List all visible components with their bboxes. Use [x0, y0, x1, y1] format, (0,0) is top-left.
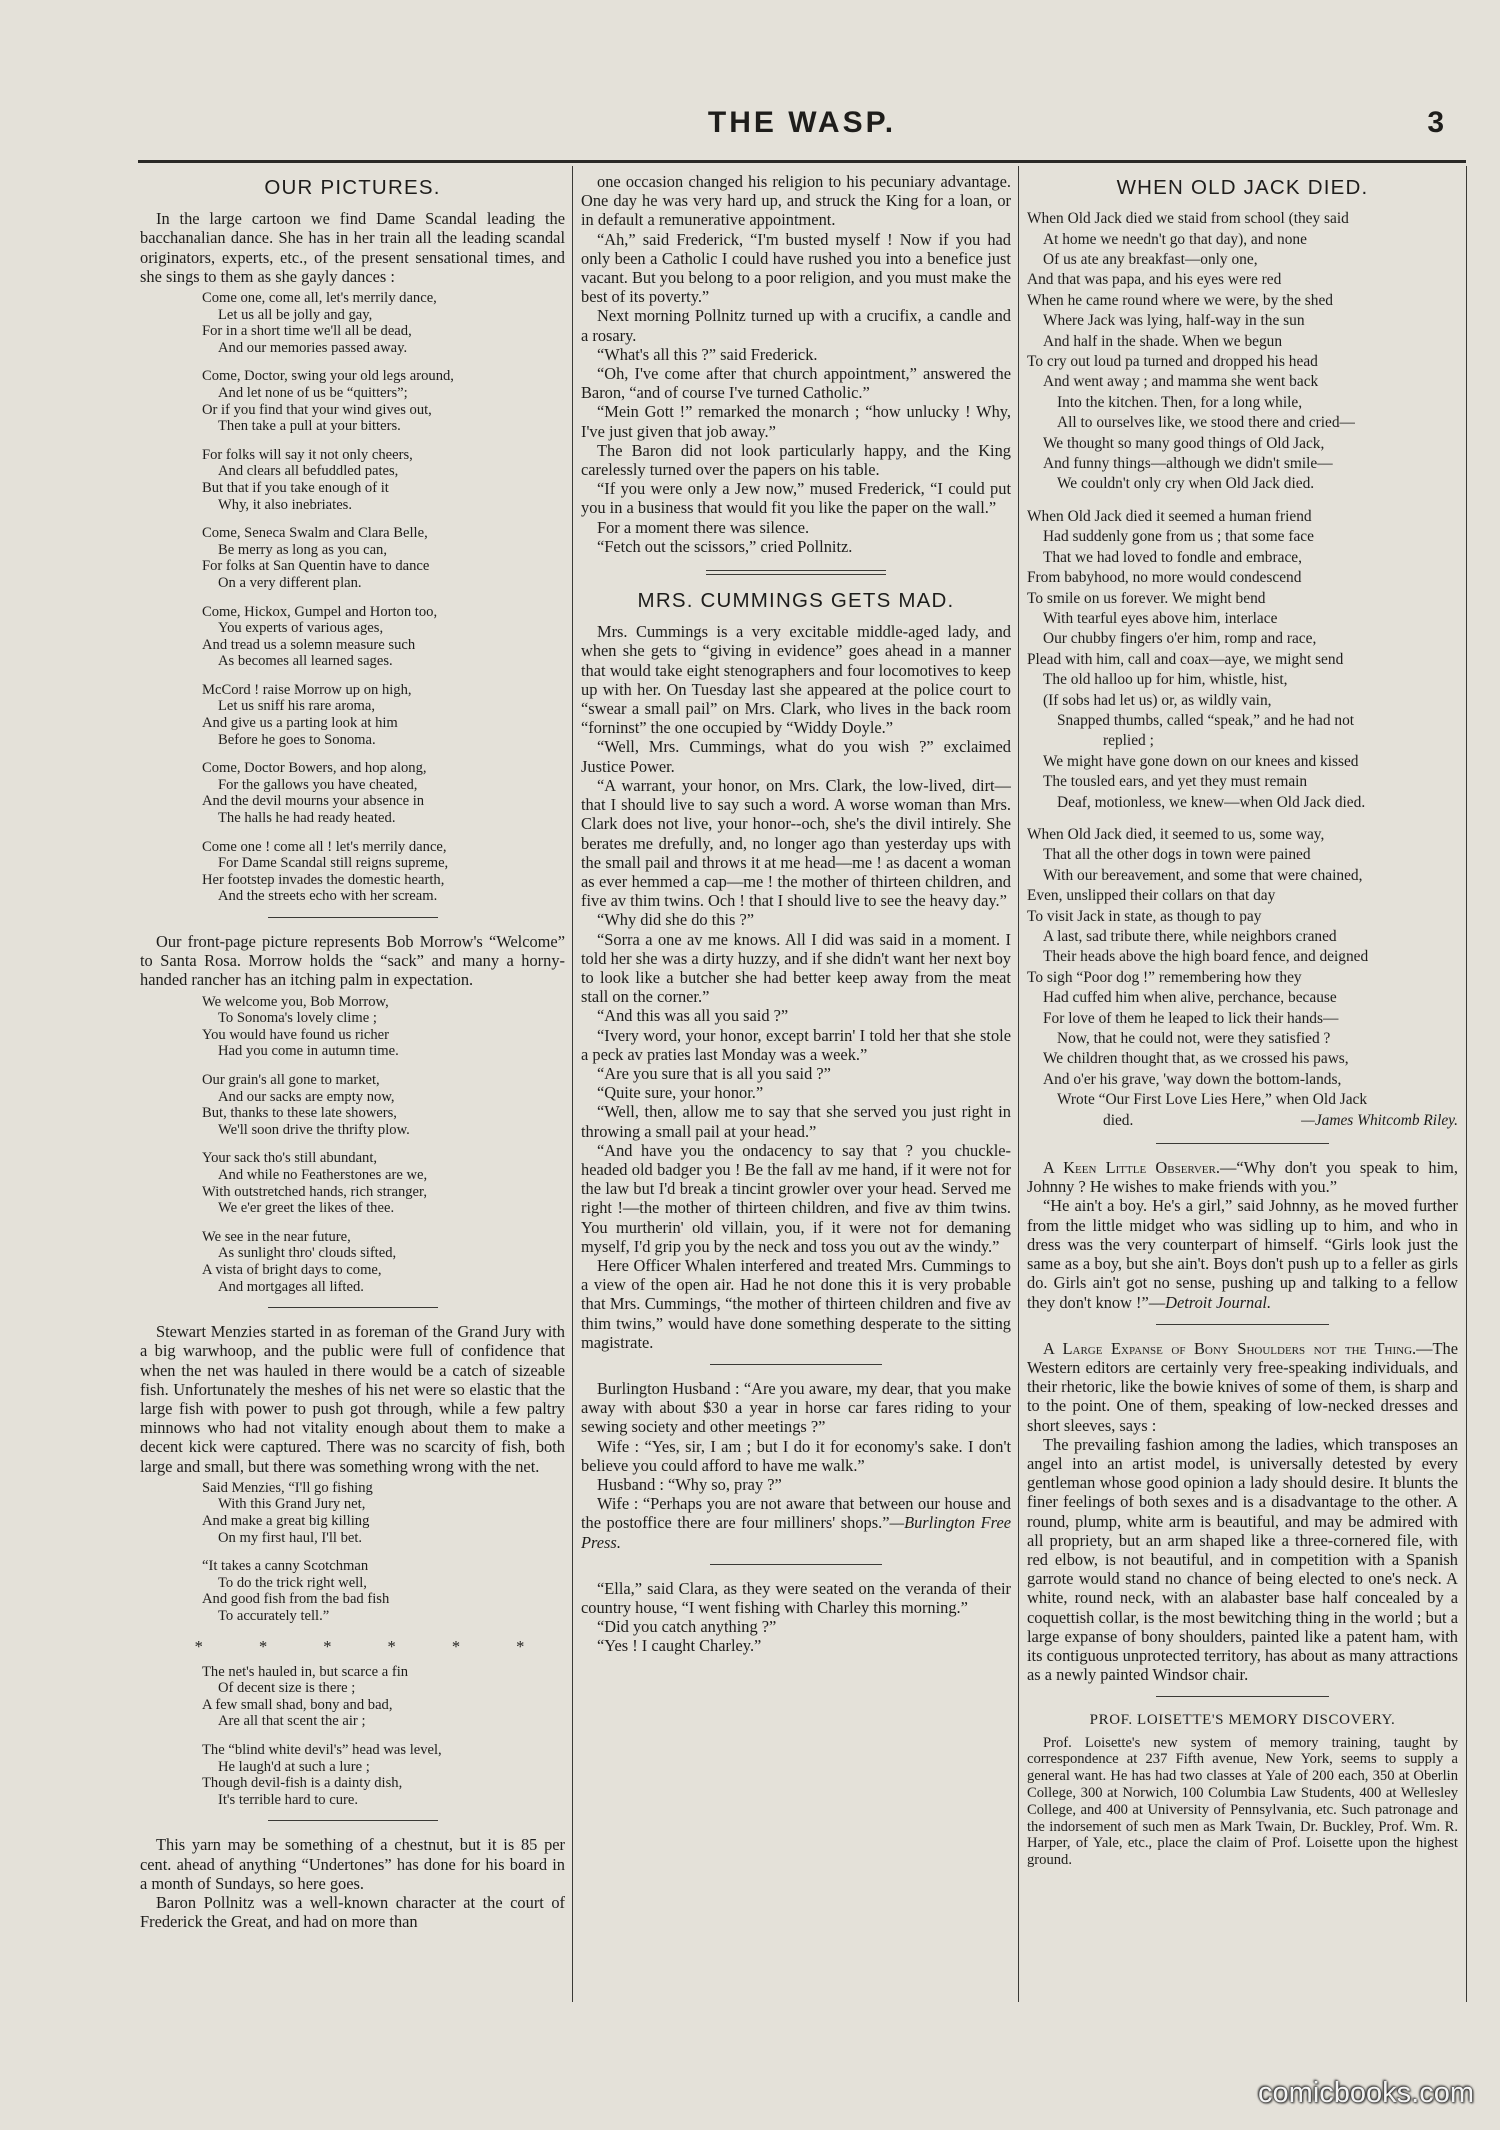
verse-line: It's terrible hard to cure.: [218, 1791, 358, 1808]
column-1: [140, 172, 565, 2002]
verse-line: And let none of us be “quitters”;: [218, 384, 408, 401]
verse-line: Her footstep invades the domestic hearth,: [202, 871, 445, 888]
poem-line: A last, sad tribute there, while neighbors craned: [1043, 928, 1337, 946]
poem-line: That we had loved to fondle and embrace,: [1043, 548, 1302, 566]
verse-line: A vista of bright days to come,: [202, 1261, 382, 1278]
verse-line: To accurately tell.”: [218, 1607, 330, 1624]
cummings-paragraph: “And have you the ondacency to say that ? you chuckle-headed old badger you ! Be the fall av me hand, if it were not for the law but I'd break a tincint growler over your head. Served me right !—the mother of thirteen children, and five av thim twins. You murtherin' old villain, you, if it were not for demaning myself, I'd grip you by the neck and toss you out av the windy.”: [581, 1140, 1011, 1256]
verse-line: Why, it also inebriates.: [218, 496, 353, 513]
verse-line: Had you come in autumn time.: [218, 1043, 399, 1060]
verse-line: On a very different plan.: [218, 574, 362, 591]
scandal-verse: [202, 290, 565, 905]
verse-line: Come, Hickox, Gumpel and Horton too,: [202, 603, 438, 620]
separator-rule: [268, 1820, 438, 1821]
observer-paragraph-2: “He ain't a boy. He's a girl,” said Johnny, as he moved further from the little midget who was sidling up to him, and who in dress was the very counterpart of himself. “Girls look just the same as a boy, but she ain't. Boys don't push up to a feller as girls do. Girls ain't got no sense, pushing up and talking to a fellow they don't know !”—Detroit Journal.: [1027, 1196, 1458, 1312]
poem-line: All to ourselves like, we stood there and cried—: [1057, 414, 1355, 432]
poem-line: And o'er his grave, 'way down the bottom-lands,: [1043, 1070, 1342, 1088]
poem-line: With tearful eyes above him, interlace: [1043, 609, 1278, 627]
separator-rule: [1156, 1143, 1328, 1144]
poem-line: To sigh “Poor dog !” remembering how they: [1027, 968, 1302, 986]
verse-line: He laugh'd at such a lure ;: [218, 1758, 370, 1775]
verse-line: Then take a pull at your bitters.: [218, 418, 401, 435]
verse-stanza: [202, 1664, 565, 1730]
poem-stanza: [1027, 507, 1458, 813]
column-3: [1027, 172, 1458, 2002]
front-page-paragraph: Our front-page picture represents Bob Morrow's “Welcome” to Santa Rosa. Morrow holds the “sack” and many a horny-handed rancher has an itching palm in expectation.: [140, 932, 565, 990]
verse-line: We welcome you, Bob Morrow,: [202, 993, 389, 1010]
verse-line: Though devil-fish is a dainty dish,: [202, 1775, 403, 1792]
verse-line: Come one, come all, let's merrily dance,: [202, 290, 437, 307]
verse-stanza: [202, 994, 565, 1060]
poem-line: The old halloo up for him, whistle, hist,: [1043, 671, 1288, 689]
poem-line: Had cuffed him when alive, perchance, because: [1043, 989, 1337, 1007]
poem-line: When he came round where we were, by the shed: [1027, 291, 1333, 309]
cummings-paragraph: “And this was all you said ?”: [597, 1006, 789, 1026]
poem-line: To cry out loud pa turned and dropped his head: [1027, 353, 1318, 371]
page-header: [140, 106, 1464, 146]
verse-line: For in a short time we'll all be dead,: [202, 323, 412, 340]
verse-line: And good fish from the bad fish: [202, 1591, 390, 1608]
verse-line: And the streets echo with her scream.: [218, 888, 438, 905]
poem-line: And funny things—although we didn't smile—: [1043, 455, 1333, 473]
verse-line: Let us all be jolly and gay,: [218, 306, 373, 323]
ella-paragraph: “Ella,” said Clara, as they were seated on the veranda of their country house, “I went fishing with Charley this morning.”: [581, 1578, 1011, 1618]
poem-line: died. —James Whitcomb Riley.: [1027, 1111, 1458, 1131]
burlington-story: [581, 1379, 1011, 1552]
poem-line: We might have gone down on our knees and kissed: [1043, 752, 1359, 770]
poem-line: When Old Jack died it seemed a human friend: [1027, 507, 1312, 525]
verse-line: Before he goes to Sonoma.: [218, 731, 376, 748]
poem-line: Deaf, motionless, we knew—when Old Jack died.: [1057, 793, 1366, 811]
burlington-paragraph: Burlington Husband : “Are you aware, my dear, that you make away with about $30 a year in horse car fares riding to your sewing society and other meetings ?”: [581, 1378, 1011, 1437]
poem-line: With our bereavement, and some that were chained,: [1043, 866, 1363, 884]
article-heading-old-jack: WHEN OLD JACK DIED.: [1116, 176, 1369, 199]
verse-line: Let us sniff his rare aroma,: [218, 698, 375, 715]
verse-line: For folks at San Quentin have to dance: [202, 558, 430, 575]
verse-line: “It takes a canny Scotchman: [202, 1558, 369, 1575]
separator-rule: [710, 1564, 882, 1565]
verse-stanza: [202, 525, 565, 591]
verse-stanza: [202, 447, 565, 513]
poem-line: When Old Jack died we staid from school (they said: [1027, 210, 1349, 228]
verse-stanza: [202, 760, 565, 826]
poem-stanza: [1027, 825, 1458, 1131]
header-rule: [138, 160, 1466, 163]
loisette-heading: PROF. LOISETTE'S MEMORY DISCOVERY.: [1089, 1712, 1396, 1729]
pollnitz-paragraph: “What's all this ?” said Frederick.: [597, 344, 818, 364]
pollnitz-paragraph: Baron Pollnitz was a well-known character at the court of Frederick the Great, and had on more than: [140, 1893, 565, 1932]
poem-line: To smile on us forever. We might bend: [1027, 589, 1266, 607]
verse-stanza: [202, 682, 565, 748]
poem-line: Wrote “Our First Love Lies Here,” when Old Jack: [1057, 1091, 1368, 1109]
stars-divider: * * * * * *: [194, 1636, 551, 1656]
pollnitz-paragraph: “Ah,” said Frederick, “I'm busted myself ! Now if you had only been a Catholic I could have rushed you into a benefice just vacant. But you belong to a poor religion, and you must make the best of its poverty.”: [581, 229, 1011, 307]
verse-line: For Dame Scandal still reigns supreme,: [218, 855, 449, 872]
separator-rule: [710, 1364, 882, 1365]
pollnitz-paragraph: For a moment there was silence.: [597, 517, 810, 537]
welcome-verse: [202, 994, 565, 1296]
verse-line: And make a great big killing: [202, 1512, 370, 1529]
pollnitz-paragraph: “Oh, I've come after that church appointment,” answered the Baron, “and of course I've turned Catholic.”: [581, 364, 1011, 403]
verse-line: You would have found us richer: [202, 1026, 389, 1043]
poem-line: From babyhood, no more would condescend: [1027, 569, 1302, 587]
shoulders-paragraph-2: The prevailing fashion among the ladies, which transposes an angel into an artist model, is universally detested by every gentleman whose good opinion a lady should desire. It blunts the finer feelings of both sexes and is a disadvantage to the other. A round, plump, white arm is beautiful, and may be admired with all propriety, but an arm shaped like a three-cornered file, with red elbow, is not beautiful, and in competition with a Spanish garrote would stand no chance of being elected to one's neck. A white, round neck, with an alabaster base half concealed by a coquettish collar, is the most bewitching thing in the world ; but a large expanse of bony shoulders, painted like a patent ham, with its contiguous unprotected territory, has about as many attractions as a newly painted Windsor chair.: [1027, 1434, 1458, 1685]
pollnitz-paragraph: “If you were only a Jew now,” mused Frederick, “I could put you in a business that would fit you like the paper on the wall.”: [581, 479, 1011, 518]
pollnitz-paragraph: “Mein Gott !” remarked the monarch ; “how unlucky ! Why, I've just given that job away.”: [581, 402, 1011, 441]
cummings-paragraph: “Sorra a one av me knows. All I did was said in a moment. I told her she was a dirty huzzy, and if she didn't want her next boy to look like a butcher she had better keep away from the meat stall on the corner.”: [581, 929, 1011, 1007]
verse-line: Said Menzies, “I'll go fishing: [202, 1479, 373, 1496]
verse-line: For folks will say it not only cheers,: [202, 446, 413, 463]
verse-stanza: [202, 1480, 565, 1546]
shoulders-paragraph: A Large Expanse of Bony Shoulders not the Thing.—The Western editors are certainly very free-speaking individuals, and their rhetoric, like the bowie knives of some of them, is sharp and to the point. One of them, speaking of low-necked dresses and short sleeves, says :: [1027, 1338, 1458, 1435]
poem-line: And went away ; and mamma she went back: [1043, 373, 1319, 391]
separator-rule: [268, 1307, 438, 1308]
verse-line: Of decent size is there ;: [218, 1680, 356, 1697]
poem-line: Their heads above the high board fence, and deigned: [1043, 948, 1369, 966]
loisette-paragraph: Prof. Loisette's new system of memory training, taught by correspondence at 237 Fifth avenue, New York, seems to supply a general want. He has had two classes at Yale of 200 each, 350 at Oberlin College, 300 at Norwich, 100 Columbia Law Students, 400 at Wellesley College, and 400 at University of Pennsylvania, etc. Such patronage and the indorsement of such men as Mark Twain, Dr. Buckley, Prof. Wm. R. Harper, of Yale, etc., place the claim of Prof. Loisette upon the highest ground.: [1027, 1734, 1458, 1869]
poem-line: replied ;: [1103, 732, 1154, 750]
column-divider: [572, 166, 573, 2002]
chestnut-paragraph: This yarn may be something of a chestnut, but it is 85 per cent. ahead of anything “Undertones” has done for his board in a month of Sundays, so here goes.: [140, 1835, 565, 1893]
poem-line: And that was papa, and his eyes were red: [1027, 271, 1282, 289]
observer-source: Detroit Journal.: [1165, 1292, 1272, 1312]
verse-line: Come, Doctor, swing your old legs around,: [202, 368, 454, 385]
verse-line: Our grain's all gone to market,: [202, 1072, 380, 1088]
intro-paragraph: In the large cartoon we find Dame Scandal leading the bacchanalian dance. She has in her train all the leading scandal originators, experts, etc., of the present sensational times, and she sings to them as she gayly dances :: [140, 209, 565, 286]
cummings-paragraph: “A warrant, your honor, on Mrs. Clark, the low-lived, dirt—that I should live to say such a word. A worse woman than Mrs. Clark does not live, your honor--och, she's the divil intirely. She berates me drefully, and, no longer ago than yesterday ups with the small pail and throws it at me head—me ! as dacent a woman as ever hemmed a cap—me ! the mother of thirteen children, and five av thim twins. Och ! that I should live to see the heavy day.”: [581, 775, 1011, 911]
poem-line: We thought so many good things of Old Jack,: [1043, 434, 1325, 452]
verse-line: But that if you take enough of it: [202, 479, 389, 496]
cummings-paragraph: “Well, then, allow me to say that she served you just right in throwing a small pail at your head.”: [581, 1102, 1011, 1141]
poem-stanza: [1027, 209, 1458, 495]
verse-stanza: [202, 1558, 565, 1624]
pollnitz-paragraph: one occasion changed his religion to his pecuniary advantage. One day he was very hard up, and struck the King for a loan, or in default a remunerative appointment.: [581, 172, 1011, 230]
verse-line: Come, Doctor Bowers, and hop along,: [202, 760, 427, 777]
verse-stanza: [202, 368, 565, 434]
verse-line: With this Grand Jury net,: [218, 1496, 366, 1513]
poem-line: Had suddenly gone from us ; that some face: [1043, 528, 1314, 546]
verse-line: And while no Featherstones are we,: [218, 1166, 428, 1183]
verse-stanza: [202, 839, 565, 905]
verse-line: The halls he had ready heated.: [218, 810, 396, 827]
poem-line: Into the kitchen. Then, for a long while,: [1057, 393, 1303, 411]
cummings-paragraph: “Quite sure, your honor.”: [597, 1083, 764, 1103]
verse-line: On my first haul, I'll bet.: [218, 1529, 363, 1546]
verse-line: A few small shad, bony and bad,: [202, 1696, 393, 1713]
cummings-paragraph: “Are you sure that is all you said ?”: [597, 1063, 831, 1083]
poem-line: To visit Jack in state, as though to pay: [1027, 907, 1262, 925]
cummings-paragraph: “Ivery word, your honor, except barrin' I told her that she stole a peck av praties last Monday was a week.”: [581, 1025, 1011, 1064]
poem-line: Of us ate any breakfast—only one,: [1043, 251, 1258, 269]
page-number: 3: [1427, 106, 1444, 139]
verse-line: With outstretched hands, rich stranger,: [202, 1183, 427, 1200]
verse-line: Or if you find that your wind gives out,: [202, 401, 432, 418]
verse-line: For the gallows you have cheated,: [218, 776, 418, 793]
cummings-paragraph: Mrs. Cummings is a very excitable middle-aged lady, and when she gets to “giving in evidence” goes ahead in a manner that would take eight stenographers and four locomotives to keep up with her. On Tuesday last she appeared at the police court to “swear a small pail” on Mrs. Clark, who lives in the back room “forninst” the one occupied by “Widdy Doyle.”: [581, 622, 1011, 738]
poem-line: That all the other dogs in town were pained: [1043, 846, 1311, 864]
verse-line: You experts of various ages,: [218, 620, 384, 637]
cummings-story: [581, 622, 1011, 1352]
separator-rule: [268, 917, 438, 918]
verse-line: And our sacks are empty now,: [218, 1088, 395, 1105]
pollnitz-paragraph: “Fetch out the scissors,” cried Pollnitz.: [597, 536, 853, 556]
verse-line: And clears all befuddled pates,: [218, 463, 399, 480]
poem-line: Where Jack was lying, half-way in the sun: [1043, 312, 1305, 330]
verse-line: And give us a parting look at him: [202, 715, 398, 732]
verse-line: And the devil mourns your absence in: [202, 793, 425, 810]
poem-line: Plead with him, call and coax—aye, we might send: [1027, 650, 1344, 668]
poem-line: Now, that he could not, were they satisfied ?: [1057, 1030, 1331, 1048]
observer-lead: A Keen Little Observer.: [1043, 1158, 1220, 1178]
poem-line: When Old Jack died, it seemed to us, some way,: [1027, 825, 1325, 843]
separator-rule: [1156, 1696, 1328, 1697]
poem-line: At home we needn't go that day), and none: [1043, 230, 1307, 248]
article-heading-cummings: MRS. CUMMINGS GETS MAD.: [637, 589, 955, 613]
watermark-logo: comicbooks.com: [1258, 2077, 1474, 2109]
verse-stanza: [202, 1742, 565, 1808]
column-divider: [1018, 166, 1019, 2002]
verse-line: We'll soon drive the thrifty plow.: [218, 1121, 410, 1138]
fishing-verse-continued: [202, 1664, 565, 1809]
burlington-paragraph: Wife : “Yes, sir, I am ; but I do it for economy's sake. I don't believe you could afford to have me walk.”: [581, 1436, 1011, 1475]
verse-line: Be merry as long as you can,: [218, 541, 387, 558]
poem-line: The tousled ears, and yet they must remain: [1043, 773, 1308, 791]
masthead: THE WASP.: [707, 106, 897, 139]
verse-line: Come, Seneca Swalm and Clara Belle,: [202, 525, 428, 542]
poem-line: We children thought that, as we crossed his paws,: [1043, 1050, 1349, 1068]
ella-paragraph: “Did you catch anything ?”: [597, 1617, 777, 1637]
poem-author: —James Whitcomb Riley.: [1301, 1111, 1458, 1129]
cummings-paragraph: “Why did she do this ?”: [597, 910, 755, 930]
poem-line: (If sobs had let us) or, as wildly vain,: [1043, 691, 1272, 709]
pollnitz-paragraph: The Baron did not look particularly happy, and the King carelessly turned over the papers on his table.: [581, 440, 1011, 480]
verse-line: And mortgages all lifted.: [218, 1278, 364, 1295]
poem-line: We couldn't only cry when Old Jack died.: [1057, 475, 1315, 493]
separator-rule: [1156, 1324, 1328, 1325]
verse-stanza: [202, 1072, 565, 1138]
column-2: [581, 172, 1011, 2002]
verse-line: Are all that scent the air ;: [218, 1713, 366, 1730]
verse-line: Your sack tho's still abundant,: [202, 1150, 378, 1167]
verse-line: But, thanks to these late showers,: [202, 1105, 397, 1122]
verse-line: As sunlight thro' clouds sifted,: [218, 1245, 397, 1262]
poem-line: Snapped thumbs, called “speak,” and he had not: [1057, 711, 1355, 729]
article-heading-our-pictures: OUR PICTURES.: [264, 176, 441, 199]
verse-line: The net's hauled in, but scarce a fin: [202, 1663, 409, 1680]
verse-stanza: [202, 290, 565, 356]
verse-line: We see in the near future,: [202, 1228, 351, 1245]
cummings-paragraph: Here Officer Whalen interfered and treated Mrs. Cummings to a view of the open air. Had he not done this it is very probable that Mrs. Cummings, “the mother of thirteen children and five av thim twins,” would have done something desperate to the sitting magistrate.: [581, 1255, 1011, 1352]
verse-line: The “blind white devil's” head was level,: [202, 1742, 442, 1759]
verse-line: McCord ! raise Morrow up on high,: [202, 681, 412, 698]
shoulders-lead: A Large Expanse of Bony Shoulders not the Thing.: [1043, 1338, 1417, 1358]
pollnitz-story: [581, 172, 1011, 556]
verse-stanza: [202, 604, 565, 670]
burlington-source: —Burlington Free Press.: [581, 1513, 1011, 1552]
poem-line: For love of them he leaped to lick their hands—: [1043, 1009, 1339, 1027]
old-jack-poem: [1027, 209, 1458, 1131]
observer-paragraph: [1027, 1158, 1458, 1196]
verse-stanza: [202, 1150, 565, 1216]
poem-line: Even, unslipped their collars on that day: [1027, 887, 1276, 905]
burlington-paragraph: Husband : “Why so, pray ?”: [597, 1475, 782, 1494]
verse-line: And our memories passed away.: [218, 339, 408, 356]
poem-line: And half in the shade. When we begun: [1043, 332, 1283, 350]
menzies-paragraph: Stewart Menzies started in as foreman of the Grand Jury with a big warwhoop, and the public were full of confidence that when the net was hauled in there would be a catch of sizeable fish. Unfortunately the meshes of his net were so elastic that the large fish with power to push got through, while a few paltry minnows who had not vitality enough about them to make a decent kick were captured. There was no scarcity of fish, both large and small, but there was something wrong with the net.: [140, 1322, 565, 1476]
burlington-paragraph: Wife : “Perhaps you are not aware that between our house and the postoffice there are four milliners' shops.”—Burlington Free Press.: [581, 1494, 1011, 1552]
poem-line: Our chubby fingers o'er him, romp and race,: [1043, 630, 1317, 648]
verse-line: Come one ! come all ! let's merrily dance,: [202, 838, 447, 855]
double-rule: [706, 570, 887, 575]
verse-line: We e'er greet the likes of thee.: [218, 1200, 395, 1217]
verse-line: To do the trick right well,: [218, 1574, 367, 1591]
verse-line: To Sonoma's lovely clime ;: [218, 1010, 377, 1027]
cummings-paragraph: “Well, Mrs. Cummings, what do you wish ?” exclaimed Justice Power.: [581, 737, 1011, 776]
observer-text: —“Why don't you speak to him, Johnny ? He wishes to make friends with you.”: [1027, 1158, 1458, 1197]
ella-story: [581, 1579, 1011, 1656]
column-divider: [1466, 166, 1467, 2002]
fishing-verse: [202, 1480, 565, 1625]
verse-line: As becomes all learned sages.: [218, 653, 393, 670]
verse-line: And tread us a solemn measure such: [202, 636, 416, 653]
verse-stanza: [202, 1229, 565, 1295]
ella-paragraph: “Yes ! I caught Charley.”: [597, 1636, 762, 1656]
pollnitz-paragraph: Next morning Pollnitz turned up with a crucifix, a candle and a rosary.: [581, 306, 1011, 345]
